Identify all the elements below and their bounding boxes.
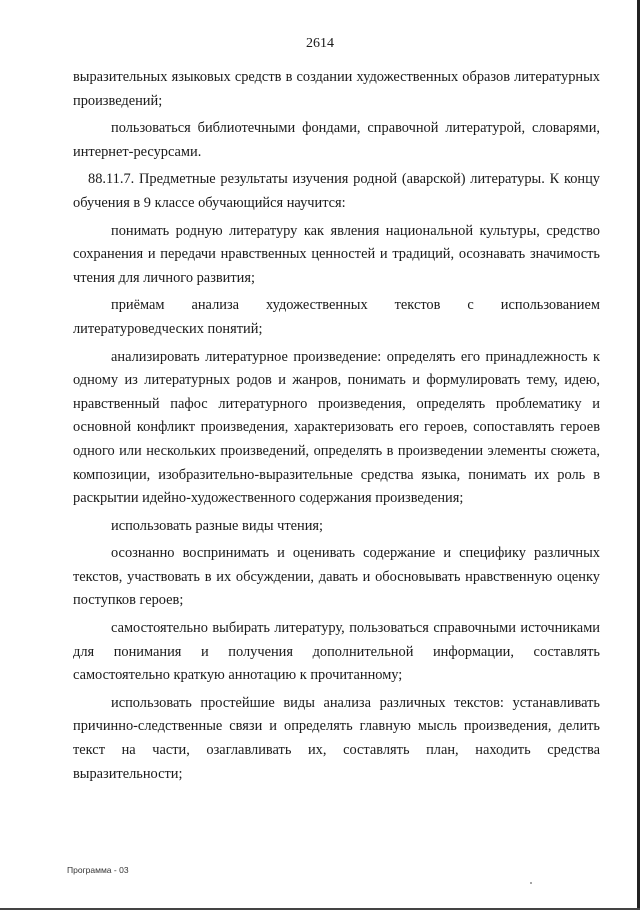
paragraph-library-resources: пользоваться библиотечными фондами, справочной литературой, словарями, интернет-ресурсами. [73,120,600,160]
paragraph-analysis-techniques: приёмам анализа художественных текстов с использованием литературоведческих понятий; [73,297,600,337]
document-body [73,66,600,786]
scan-speck [530,882,532,884]
paragraph-analyze-work: анализировать литературное произведение: определять его принадлежность к одному из литературных родов и жанров, понимать и формулировать тему, идею, нравственный пафос литературного произведения, определять проблематику и основной конфликт произведения, характеризовать его героев, сопоставлять героев одного или нескольких произведений, определять в произведении элементы сюжета, композиции, изобразительно-выразительные средства языка, понимать их роль в раскрытии идейно-художественного содержания произведения; [73,348,600,507]
paragraph-section-heading: 88.11.7. Предметные результаты изучения родной (аварской) литературы. К концу обучения в 9 классе обучающийся научится: [73,171,600,211]
paragraph-understand-literature: понимать родную литературу как явления национальной культуры, средство сохранения и передачи нравственных ценностей и традиций, осознавать значимость чтения для личного развития; [73,222,600,286]
paragraph-choose-literature: самостоятельно выбирать литературу, пользоваться справочными источниками для понимания и получения дополнительной информации, составлять самостоятельно краткую аннотацию к прочитанному; [73,620,600,684]
paragraph-perceive-texts: осознанно воспринимать и оценивать содержание и специфику различных текстов, участвовать в их обсуждении, давать и обосновывать нравственную оценку поступков героев; [73,545,600,609]
paragraph-continuation: выразительных языковых средств в создании художественных образов литературных произведений; [73,69,600,109]
paragraph-reading-types: использовать разные виды чтения; [111,517,324,534]
footer-program-label: Программа - 03 [67,865,129,875]
paragraph-simple-analysis: использовать простейшие виды анализа различных текстов: устанавливать причинно-следственные связи и определять главную мысль произведения, делить текст на части, озаглавливать их, составлять план, находить средства выразительности; [73,694,600,782]
page-number: 2614 [306,36,334,51]
